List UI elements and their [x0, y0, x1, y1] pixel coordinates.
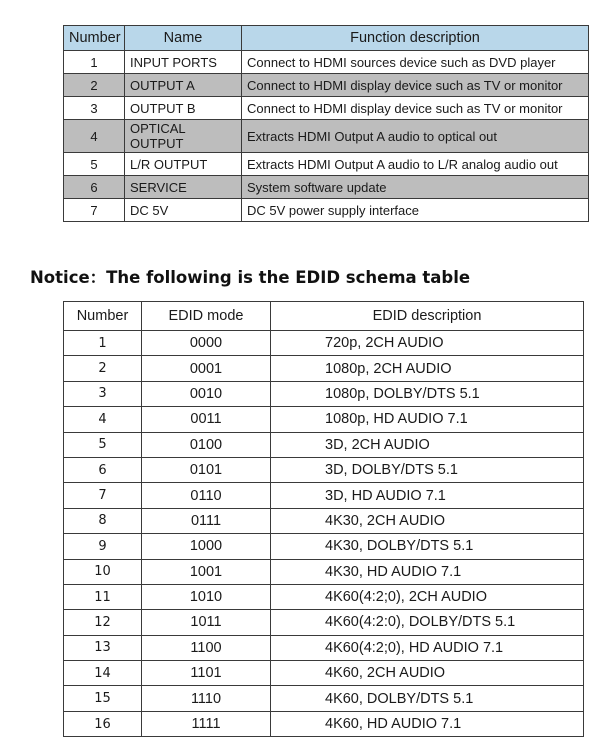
row-name: OUTPUT A [125, 74, 242, 97]
edid-row-11 [64, 584, 584, 609]
row-number: 7 [64, 483, 142, 508]
row-number: 2 [64, 74, 125, 97]
row-edid-description: 4K60, 2CH AUDIO [271, 661, 584, 686]
row-edid-description: 4K60, HD AUDIO 7.1 [271, 711, 584, 736]
row-edid-mode: 1001 [142, 559, 271, 584]
row-number: 16 [64, 711, 142, 736]
row-edid-description: 4K60(4:2;0), 2CH AUDIO [271, 584, 584, 609]
row-number: 5 [64, 153, 125, 176]
edid-row-15 [64, 686, 584, 711]
row-edid-description: 4K60, DOLBY/DTS 5.1 [271, 686, 584, 711]
row-edid-description: 720p, 2CH AUDIO [271, 331, 584, 356]
row-edid-mode: 0011 [142, 407, 271, 432]
edid-table-header-row [64, 302, 584, 331]
header-name: Name [125, 26, 242, 51]
row-name: DC 5V [125, 199, 242, 222]
row-number: 13 [64, 635, 142, 660]
row-edid-mode: 0001 [142, 356, 271, 381]
row-description: Connect to HDMI display device such as TV or monitor [242, 97, 589, 120]
row-description: DC 5V power supply interface [242, 199, 589, 222]
edid-row-13 [64, 635, 584, 660]
edid-row-14 [64, 661, 584, 686]
row-edid-description: 1080p, DOLBY/DTS 5.1 [271, 381, 584, 406]
row-edid-description: 4K60(4:2;0), HD AUDIO 7.1 [271, 635, 584, 660]
function-row-6 [64, 176, 589, 199]
header-function-description: Function description [242, 26, 589, 51]
row-edid-description: 4K30, 2CH AUDIO [271, 508, 584, 533]
row-edid-description: 3D, DOLBY/DTS 5.1 [271, 457, 584, 482]
row-number: 10 [64, 559, 142, 584]
edid-notice-heading: Notice：The following is the EDID schema table [30, 268, 471, 287]
edid-row-8 [64, 508, 584, 533]
edid-table [63, 301, 584, 737]
row-number: 15 [64, 686, 142, 711]
function-table [63, 25, 589, 222]
row-name: SERVICE [125, 176, 242, 199]
row-description: Connect to HDMI sources device such as DVD player [242, 51, 589, 74]
row-number: 4 [64, 120, 125, 153]
row-number: 7 [64, 199, 125, 222]
function-row-7 [64, 199, 589, 222]
row-name: OPTICAL OUTPUT [125, 120, 242, 153]
row-description: Extracts HDMI Output A audio to optical out [242, 120, 589, 153]
edid-row-2 [64, 356, 584, 381]
function-table-header-row [64, 26, 589, 51]
row-number: 5 [64, 432, 142, 457]
row-number: 1 [64, 331, 142, 356]
function-row-4 [64, 120, 589, 153]
function-row-5 [64, 153, 589, 176]
row-number: 9 [64, 534, 142, 559]
row-edid-mode: 1110 [142, 686, 271, 711]
edid-row-7 [64, 483, 584, 508]
row-description: Connect to HDMI display device such as TV or monitor [242, 74, 589, 97]
row-edid-mode: 1011 [142, 610, 271, 635]
row-edid-mode: 0110 [142, 483, 271, 508]
row-description: Extracts HDMI Output A audio to L/R analog audio out [242, 153, 589, 176]
function-row-1 [64, 51, 589, 74]
edid-row-3 [64, 381, 584, 406]
row-edid-description: 4K60(4:2:0), DOLBY/DTS 5.1 [271, 610, 584, 635]
row-edid-mode: 0100 [142, 432, 271, 457]
row-edid-mode: 1010 [142, 584, 271, 609]
row-number: 12 [64, 610, 142, 635]
row-edid-description: 3D, HD AUDIO 7.1 [271, 483, 584, 508]
row-edid-mode: 1101 [142, 661, 271, 686]
header-number: Number [64, 26, 125, 51]
edid-row-16 [64, 711, 584, 736]
row-edid-description: 4K30, DOLBY/DTS 5.1 [271, 534, 584, 559]
row-description: System software update [242, 176, 589, 199]
row-number: 2 [64, 356, 142, 381]
edid-row-10 [64, 559, 584, 584]
row-number: 11 [64, 584, 142, 609]
edid-row-12 [64, 610, 584, 635]
header-edid-description: EDID description [271, 302, 584, 331]
row-number: 14 [64, 661, 142, 686]
row-edid-mode: 1000 [142, 534, 271, 559]
edid-row-4 [64, 407, 584, 432]
row-edid-description: 4K30, HD AUDIO 7.1 [271, 559, 584, 584]
row-edid-description: 1080p, 2CH AUDIO [271, 356, 584, 381]
row-number: 4 [64, 407, 142, 432]
row-edid-mode: 0000 [142, 331, 271, 356]
row-edid-description: 1080p, HD AUDIO 7.1 [271, 407, 584, 432]
row-edid-description: 3D, 2CH AUDIO [271, 432, 584, 457]
row-edid-mode: 0111 [142, 508, 271, 533]
row-edid-mode: 0010 [142, 381, 271, 406]
row-name: INPUT PORTS [125, 51, 242, 74]
row-number: 8 [64, 508, 142, 533]
edid-row-9 [64, 534, 584, 559]
row-number: 6 [64, 457, 142, 482]
edid-row-6 [64, 457, 584, 482]
row-edid-mode: 1111 [142, 711, 271, 736]
row-number: 3 [64, 97, 125, 120]
function-row-3 [64, 97, 589, 120]
row-number: 3 [64, 381, 142, 406]
row-edid-mode: 0101 [142, 457, 271, 482]
row-name: L/R OUTPUT [125, 153, 242, 176]
row-number: 1 [64, 51, 125, 74]
header-edid-mode: EDID mode [142, 302, 271, 331]
row-number: 6 [64, 176, 125, 199]
header-number: Number [64, 302, 142, 331]
row-name: OUTPUT B [125, 97, 242, 120]
edid-row-1 [64, 331, 584, 356]
function-row-2 [64, 74, 589, 97]
row-edid-mode: 1100 [142, 635, 271, 660]
edid-row-5 [64, 432, 584, 457]
